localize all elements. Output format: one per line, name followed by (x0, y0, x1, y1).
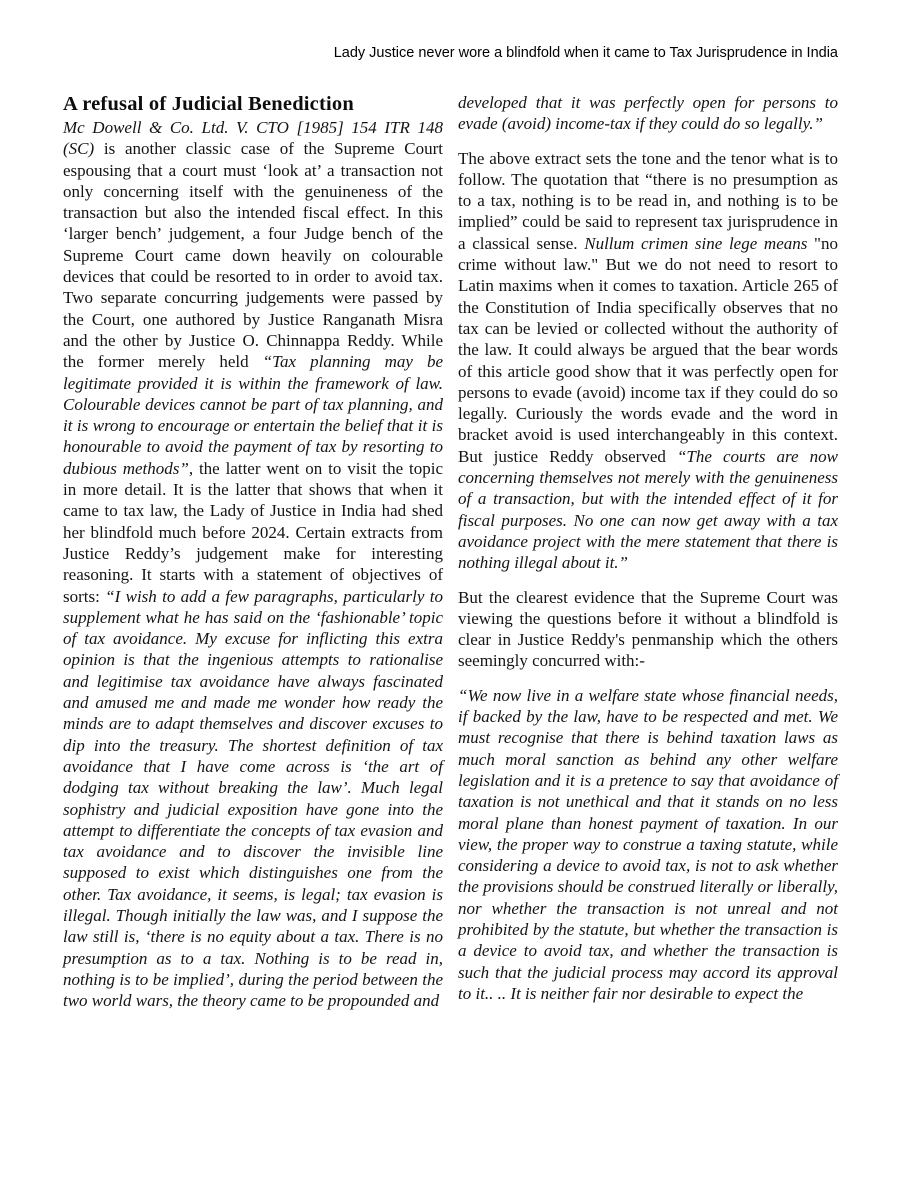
reddy-observation-quote-run: “The courts are now concerning themselves not merely with the genuineness of a transaction, but with the intended effect of it for fiscal purposes. No one can now get away with a tax avoidance project with the mere statement that there is nothing illegal about it.” (458, 446, 838, 573)
left-column (63, 92, 443, 1024)
evidence-paragraph (458, 587, 838, 672)
body-text-run: The above extract sets the tone and the tenor what is to follow. The quotation that “there is no presumption as to a tax, nothing is to be read in, and nothing is to be implied” could be said to represent tax jurisprudence in a classical sense. (458, 148, 838, 253)
body-text-run: is another classic case of the Supreme Court espousing that a court must ‘look at’ a transaction not only concerning itself with the genuineness of the transaction but also the intended fiscal effect. In this ‘larger bench’ judgement, a four Judge bench of the Supreme Court came down heavily on colourable devices that could be resorted to in order to avoid tax. Two separate concurring judgements were passed by the Court, one authored by Justice Ranganath Misra and the other by Justice O. Chinnappa Reddy. While the former merely held (63, 139, 443, 372)
body-text-run: "no crime without law." But we do not need to resort to Latin maxims when it comes to taxation. Article 265 of the Constitution of India specifically observes that no tax can be levied or collected without the authority of the law. It could always be argued that the bear words of this article good show that it was perfectly open for persons to evade (avoid) income tax if they could do so legally. Curiously the words evade and the word in bracket avoid is used interchangeably in this context. But justice Reddy observed (458, 233, 838, 466)
case-citation: Mc Dowell & Co. Ltd. V. CTO [1985] 154 ITR 148 (SC) (63, 118, 443, 159)
welfare-state-quote-paragraph (458, 685, 838, 1004)
misra-quote-run: “Tax planning may be legitimate provided it is within the framework of law. Colourable devices cannot be part of tax planning, and it is wrong to encourage or entertain the belief that it is honourable to avoid the payment of tax by resorting to dubious methods” (63, 352, 443, 478)
quote-continuation-paragraph (458, 92, 838, 135)
running-header: Lady Justice never wore a blindfold when it came to Tax Jurisprudence in India (333, 45, 838, 61)
latin-maxim-run: Nullum crimen sine lege means (584, 233, 808, 253)
right-column (458, 92, 838, 1024)
body-text-run: But the clearest evidence that the Supreme Court was viewing the questions before it without a blindfold is clear in Justice Reddy's penmanship which the others seemingly concurred with:- (458, 587, 838, 671)
quote-continuation-run: developed that it was perfectly open for persons to evade (avoid) income-tax if they could do so legally.” (458, 93, 838, 134)
left-column-paragraph (63, 117, 443, 1011)
body-text-run: , the latter went on to visit the topic in more detail. It is the latter that shows that when it came to tax law, the Lady of Justice in India had shed her blindfold much before 2024. Certain extracts from Justice Reddy’s judgement make for interesting reasoning. It starts with a statement of objectives of sorts: (63, 458, 443, 606)
analysis-paragraph (458, 148, 838, 574)
reddy-quote-run: “I wish to add a few paragraphs, particularly to supplement what he has said on the ‘fashionable’ topic of tax avoidance. My excuse for inflicting this extra opinion is that the ingenious attempts to rationalise and legitimise tax avoidance have always fascinated and amused me and made me wonder how ready the minds are to adapt themselves and discover excuses to dip into the treasury. The shortest definition of tax avoidance that I have come across is ‘the art of dodging tax without breaking the law’. Much legal sophistry and judicial exposition have gone into the attempt to differentiate the concepts of tax evasion and tax avoidance and to discover the invisible line supposed to exist which distinguishes one from the other. Tax avoidance, it seems, is legal; tax evasion is illegal. Though initially the law was, and I suppose the law still is, ‘there is no equity about a tax. There is no presumption as to a tax. Nothing is to be read in, nothing is to be implied’, during the period between the two world wars, the theory came to be propounded and (63, 586, 443, 1011)
two-column-body (63, 92, 838, 1024)
section-heading: A refusal of Judicial Benediction (63, 93, 354, 115)
welfare-state-quote-run: “We now live in a welfare state whose financial needs, if backed by the law, have to be respected and met. We must recognise that there is behind taxation laws as much moral sanction as behind any other welfare legislation and it is a pretence to say that avoidance of taxation is not unethical and that it stands on no less moral plane than honest payment of taxation. In our view, the proper way to construe a taxing statute, while considering a device to avoid tax, is not to ask whether the provisions should be construed literally or liberally, nor whether the transaction is not unreal and not prohibited by the statute, but whether the transaction is a device to avoid tax, and whether the transaction is such that the judicial process may accord its approval to it.. .. It is neither fair nor desirable to expect the (458, 685, 838, 1003)
